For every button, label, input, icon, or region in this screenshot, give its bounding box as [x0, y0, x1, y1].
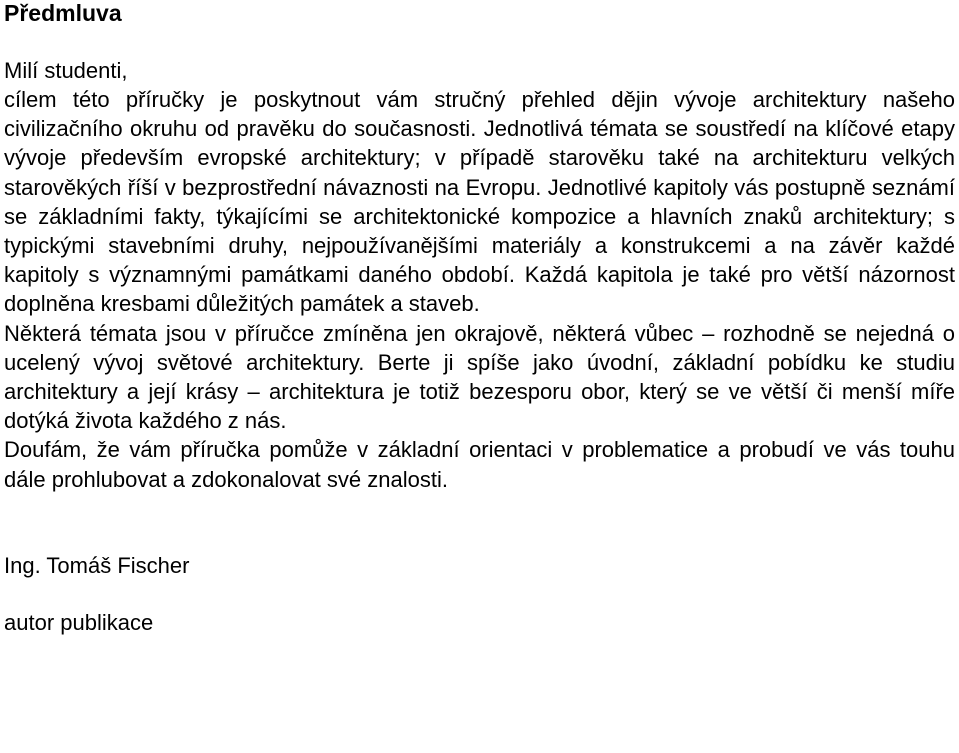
paragraph-intro: cílem této příručky je poskytnout vám stručný přehled dějin vývoje architektury našeho civilizačního okruhu od pravěku do současnosti. Jednotlivá témata se soustředí na klíčové etapy vývoje především evropské architektury; v případě starověku také na architekturu velkých starověkých říší v bezprostřední návaznosti na Evropu. Jednotlivé kapitoly vás postupně seznámí se základními fakty, týkajícími se architektonické kompozice a hlavních znaků architektury; s typickými stavebními druhy, nejpoužívanějšími materiály a konstrukcemi a na závěr každé kapitoly s významnými památkami daného období. Každá kapitola je také pro větší názornost doplněna kresbami důležitých památek a staveb.: [4, 87, 955, 317]
author-role: autor publikace: [4, 609, 154, 635]
preface-document: [4, 0, 955, 637]
greeting: Milí studenti,: [4, 58, 128, 83]
page-title: Předmluva: [4, 0, 122, 26]
author-name: Ing. Tomáš Fischer: [4, 552, 190, 578]
paragraph-scope: Některá témata jsou v příručce zmíněna jen okrajově, některá vůbec – rozhodně se nejedná o ucelený vývoj světové architektury. Berte ji spíše jako úvodní, základní pobídku ke studiu architektury a její krásy – architektura je totiž bezesporu obor, který se ve větší či menší míře dotýká života každého z nás.: [4, 320, 955, 434]
paragraph-closing: Doufám, že vám příručka pomůže v základní orientaci v problematice a probudí ve vás touhu dále prohlubovat a zdokonalovat své znalosti.: [4, 437, 955, 492]
